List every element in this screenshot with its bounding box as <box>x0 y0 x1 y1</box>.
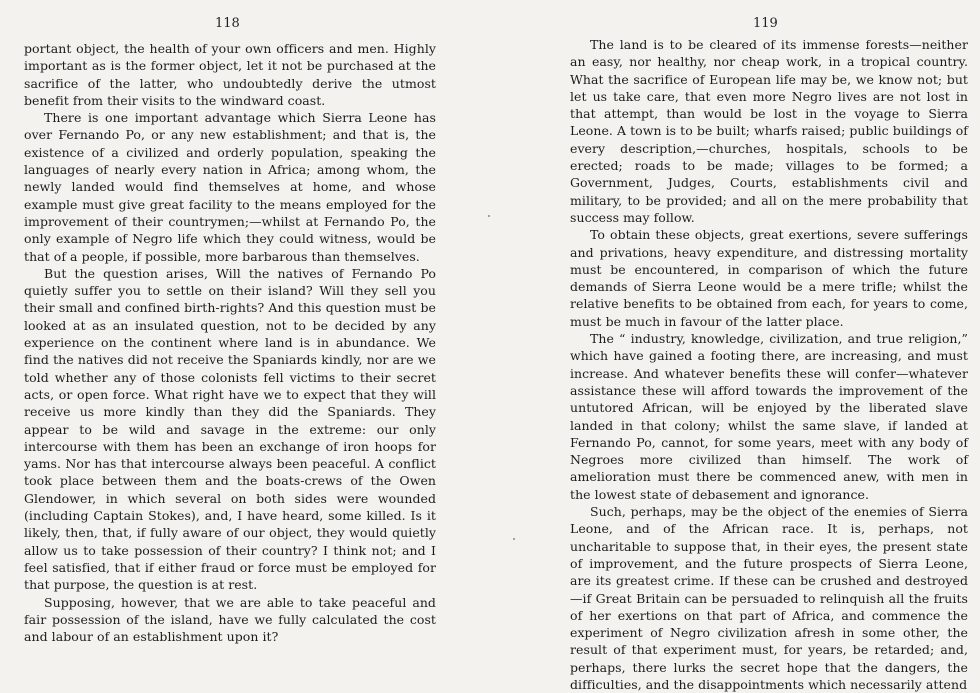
paragraph: The “ industry, knowledge, civilization, and true religion,” which have gained a footing there, are increasing, and must increase. And whatever benefits these will confer—whatever assistance these will afford towards the improvement of the untutored African, will be enjoyed by the liberated slave landed in that colony; whilst the same slave, if landed at Fernando Po, cannot, for some years, meet with any body of Negroes more civilized than himself. The work of amelioration must there be commenced anew, with men in the lowest state of debasement and ignorance. <box>570 331 968 502</box>
page-number-left: 118 <box>215 16 240 31</box>
right-page <box>490 0 980 692</box>
left-page <box>0 0 470 685</box>
paragraph: To obtain these objects, great exertions, severe sufferings and privations, heavy expenditure, and distressing mortality must be encountered, in comparison of which the future demands of Sierra Leone would be a mere trifle; whilst the relative benefits to be obtained from each, for years to come, must be much in favour of the latter place. <box>570 227 968 329</box>
print-speck <box>513 538 515 540</box>
paragraph: Supposing, however, that we are able to take peaceful and fair possession of the island, have we fully calculated the cost and labour of an establishment upon it? <box>24 594 436 645</box>
paragraph: Such, perhaps, may be the object of the enemies of Sierra Leone, and of the African race. It is, perhaps, not uncharitable to suppose that, in their eyes, the present state of improvement, and the future prospects of Sierra Leone, are its greatest crime. If these can be crushed and destroyed—if Great Britain can be persuaded to relinquish all the fruits of her exertions on that part of Africa, and commence the experiment of Negro civilization afresh in some other, the result of that experiment must, for years, be retarded; and, perhaps, there lurks the secret hope that the dangers, the difficulties, and the disappointments which necessarily attend <box>570 504 968 692</box>
left-page-text <box>24 40 436 645</box>
paragraph: portant object, the health of your own officers and men. Highly important as is the former object, let it not be purchased at the sacrifice of the latter, who undoubtedly derive the utmost benefit from their visits to the windward coast. <box>24 41 436 108</box>
paragraph: The land is to be cleared of its immense forests—neither an easy, nor healthy, nor cheap work, in a tropical country. What the sacrifice of European life may be, we know not; but let us take care, that even more Negro lives are not lost in that attempt, than would be lost in the voyage to Sierra Leone. A town is to be built; wharfs raised; public buildings of every description,—churches, hospitals, schools to be erected; roads to be made; villages to be formed; a Government, Judges, Courts, establishments civil and military, to be provided; and all on the mere probability that success may follow. <box>570 37 968 225</box>
right-page-text <box>570 36 968 693</box>
paragraph: There is one important advantage which Sierra Leone has over Fernando Po, or any new establishment; and that is, the existence of a civilized and orderly population, speaking the languages of nearly every nation in Africa; among whom, the newly landed would find themselves at home, and whose example must give great facility to the means employed for the improvement of their countrymen;—whilst at Fernando Po, the only example of Negro life which they could witness, would be that of a people, if possible, more barbarous than themselves. <box>24 110 436 264</box>
print-speck <box>488 215 490 217</box>
paragraph: But the question arises, Will the natives of Fernando Po quietly suffer you to settle on their island? Will they sell you their small and confined birth-rights? And this question must be looked at as an insulated question, not to be decided by any experience on the continent where land is in abundance. We find the natives did not receive the Spaniards kindly, nor are we told whether any of those colonists fell victims to their secret acts, or open force. What right have we to expect that they will receive us more kindly than they did the Spaniards. They appear to be wild and savage in the extreme: our only intercourse with them has been an exchange of iron hoops for yams. Nor has that intercourse always been peaceful. A conflict took place between them and the boats-crews of the Owen Glendower, in which several on both sides were wounded (including Captain Stokes), and, I have heard, some killed. Is it likely, then, that, if fully aware of our object, they would quietly allow us to take possession of their country? I think not; and I feel satisfied, that if either fraud or force must be employed for that purpose, the question is at rest. <box>24 265 436 593</box>
page-number-right: 119 <box>753 16 778 31</box>
